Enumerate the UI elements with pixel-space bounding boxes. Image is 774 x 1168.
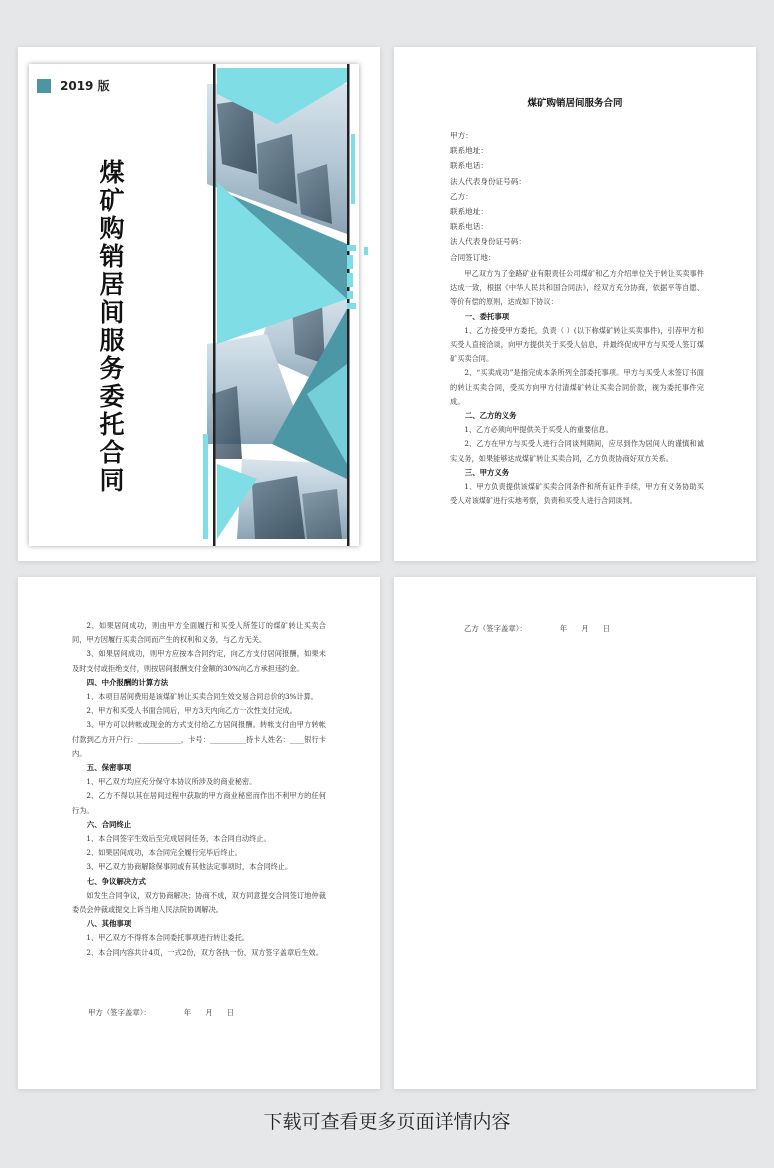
section-heading: 八、其他事项 — [86, 919, 132, 929]
party-line: 合同签订地： — [450, 252, 496, 262]
contract-body-2 — [72, 619, 326, 960]
section-heading: 五、保密事项 — [86, 763, 132, 773]
side-accent — [347, 245, 356, 317]
edition-label: 2019 版 — [60, 79, 110, 93]
clause: 2、甲方和买受人书面合同后，甲方3天内向乙方一次性支付完成。 — [86, 706, 297, 716]
edition-square-icon — [37, 79, 51, 93]
clause: 2、如果居间成功，则由甲方全面履行和买受人所签订的煤矿转让买卖合同，甲方因履行买卖合同而产生的权利和义务，与乙方无关。 — [72, 621, 326, 645]
contract-title: 煤矿购销居间服务合同 — [527, 98, 623, 109]
clause: 3、甲方可以转帐或现金的方式支付给乙方居间报酬。转帐支付由甲方转帐付款到乙方开户行：____________，卡号：__________持卡人姓名：____银行卡内。 — [72, 720, 326, 758]
contract-page-1 — [394, 47, 756, 561]
clause: 如发生合同争议，双方协商解决；协商不成，双方同意提交合同签订地仲裁委员会仲裁或提交上诉当地人民法院协调解决。 — [72, 890, 326, 915]
contract-body-1 — [450, 267, 704, 508]
clause: 1、乙方必须向甲提供关于买受人的重要信息。 — [464, 425, 613, 435]
download-more-caption: 下载可查看更多页面详情内容 — [263, 1111, 511, 1133]
clause: 1、本合同签字生效后至完成居间任务，本合同自动终止。 — [86, 834, 271, 844]
party-line: 联系地址： — [450, 146, 488, 156]
cover-page — [18, 47, 380, 561]
party-line: 乙方： — [450, 191, 473, 201]
cover-art — [197, 64, 359, 546]
contract-page-2 — [18, 577, 380, 1089]
clause: 1、甲乙双方均应充分保守本协议所涉及的商业秘密。 — [86, 777, 257, 787]
section-heading: 二、乙方的义务 — [464, 411, 517, 421]
party-line: 联系电话： — [450, 222, 488, 232]
party-line: 联系电话： — [450, 161, 488, 171]
cover-frame — [29, 64, 359, 546]
section-heading: 三、甲方义务 — [464, 467, 510, 477]
clause: 2、本合同内容共计4页，一式2份，双方各执一份，双方签字盖章后生效。 — [86, 947, 323, 957]
clause: 2、如果居间成功，本合同完全履行完毕后终止。 — [86, 848, 242, 858]
clause: 3、甲乙双方协商解除保事同或有其他法定事项时，本合同终止。 — [86, 862, 293, 872]
contract-page-3 — [394, 577, 756, 1089]
clause: 2、“买卖成功”是指完成本条所列全部委托事项。甲方与买受人未签订书面的转让买卖合同，受买方向甲方付清煤矿转让买卖合同价款，视为委托事件完成。 — [450, 368, 704, 406]
clause: 1、本项目居间费用是该煤矿转让买卖合同生效交易合同总价的3%计算。 — [86, 692, 318, 702]
party-info-list — [450, 128, 526, 265]
clause: 1、甲方负责提供该煤矿买卖合同条件和所有证件手续，甲方有义务协助买受人对该煤矿进行实地考察，负责和买受人进行合同谈判。 — [450, 482, 704, 506]
intro-paragraph: 甲乙双方为了金路矿业有限责任公司煤矿和乙方介绍单位关于转让买卖事件达成一致，根据《中华人民共和国合同法》，经双方充分协商，依据平等自愿、等价有偿的原则，达成如下协议： — [450, 269, 704, 307]
party-line: 联系地址： — [450, 207, 488, 217]
section-heading: 一、委托事项 — [464, 311, 510, 321]
clause: 3、如果居间成功，则甲方应按本合同约定，向乙方支付居间报酬，如果未及时支付或拒绝支付，则按居间报酬支付金额的30%向乙方承担违约金。 — [72, 649, 326, 673]
clause: 1、甲乙双方不得将本合同委托事项进行转让委托。 — [86, 933, 250, 943]
section-heading: 六、合同终止 — [86, 819, 132, 829]
party-b-signature-line: 乙方（签字盖章）： 年 月 日 — [464, 624, 611, 633]
clause: 1、乙方接受甲方委托，负责（ ）(以下称煤矿转让买卖事件)，引荐甲方和买受人直接洽谈，向甲方提供关于买受人信息，并最终促成甲方与买受人签订煤矿买卖合同。 — [450, 325, 704, 364]
party-line: 法人代表身份证号码： — [450, 237, 526, 247]
clause: 2、乙方不得以其在居间过程中获取的甲方商业秘密而作出不利甲方的任何行为。 — [72, 791, 326, 815]
clause: 2、乙方在甲方与买受人进行合同谈判期间，应尽到作为居间人的谨慎和诚实义务，如果能够达成煤矿转让买卖合同，乙方负责协商好双方关系。 — [450, 439, 704, 463]
section-heading: 四、中介报酬的计算方法 — [86, 677, 169, 687]
section-heading: 七、争议解决方式 — [86, 876, 146, 886]
party-a-signature-line: 甲方（签字盖章）： 年 月 日 — [88, 1008, 235, 1017]
party-line: 甲方： — [450, 131, 473, 140]
cover-title: 煤矿购销居间服务委托合同 — [99, 158, 125, 495]
party-line: 法人代表身份证号码： — [450, 176, 526, 186]
